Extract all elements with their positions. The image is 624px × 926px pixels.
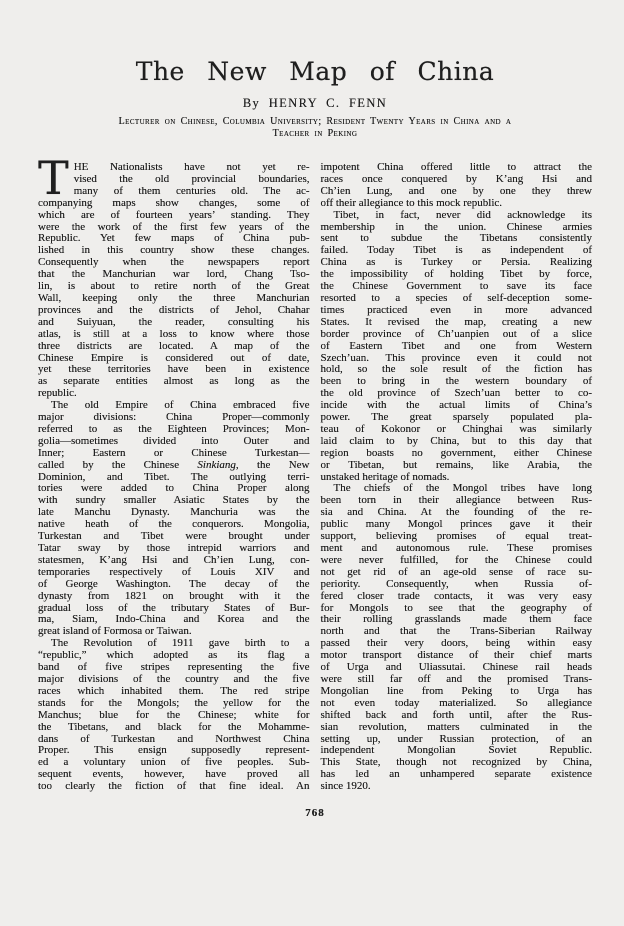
credit-line-1: Lecturer on Chinese, Columbia University; Resident Twenty Years in China and a <box>118 116 512 127</box>
text-line: laid claim to by China, but to this day that <box>320 434 592 447</box>
text-line: has led an unhampered separate existence <box>320 768 592 781</box>
text-line: Chinese Empire is considered out of date, <box>38 351 310 364</box>
paragraph <box>38 151 310 400</box>
text-line: races which inhabited them. The red stripe <box>38 684 310 697</box>
author-credit <box>38 116 592 140</box>
text-line: ma, Siam, Indo-China and Korea and the <box>38 613 310 626</box>
paragraph <box>38 638 310 793</box>
text-line: of Urga and Uliassutai. Chinese rail heads <box>320 661 592 674</box>
text-line: great island of Formosa or Taiwan. <box>38 625 192 638</box>
text-line: temporaries respectively of Louis XIV and <box>38 565 310 578</box>
text-line: ed a voluntary union of five peoples. Sub- <box>38 756 310 769</box>
text-line: shifted back and forth until, after the Rus- <box>320 708 592 721</box>
text-line: late Manchu Dynasty. Manchuria was the <box>38 506 310 519</box>
text-line: “republic,” which adopted as its flag a <box>38 649 310 662</box>
text-line: provinces and the districts of Jehol, Chahar <box>38 303 310 316</box>
text-line: Inner; Eastern or Chinese Turkestan— <box>38 446 310 459</box>
text-line: lished in this country show these changes. <box>38 244 310 257</box>
credit-line-2: Teacher in Peking <box>272 128 358 139</box>
text-line: setting up, under Russian protection, of an <box>320 732 592 745</box>
text-line: vised the old provincial boundaries, <box>73 172 310 185</box>
text-line: since 1920. <box>320 780 371 793</box>
italic-text: Sinkiang <box>197 458 236 471</box>
text-line: as separate entities almost as long as the <box>38 375 310 388</box>
text-line: unstaked heritage of nomads. <box>320 470 450 483</box>
text-line: passed their very doors, being within easy <box>320 637 592 650</box>
text-line: off their allegiance to this mock republic. <box>320 196 503 209</box>
paragraph <box>321 210 593 484</box>
text-line: Manchus; blue for the Chinese; white for <box>38 708 310 721</box>
text-line: region boasts no government, either Chinese <box>320 446 592 459</box>
text-line: were still far off and the promised Trans- <box>320 672 592 685</box>
text-line: China as is Turkey or Persia. Realizing <box>320 256 592 269</box>
paragraph <box>321 162 593 210</box>
text-line: north and that the Trans-Siberian Railway <box>320 625 592 638</box>
text-line: dans of Turkestan and Northwest China <box>38 732 310 745</box>
text-line: band of five stripes representing the five <box>38 661 310 674</box>
text-line: sent to subdue the Tibetans consistently <box>320 232 592 245</box>
text-line: which are of fourteen years’ standing. They <box>38 208 310 221</box>
text-line: resorted to a species of self-deception some- <box>320 291 592 304</box>
text-line: Turkestan and Tibet were brought under <box>38 530 310 543</box>
text-line: referred to as the Eighteen Provinces; Mon- <box>38 422 310 435</box>
text-line: companying maps show changes, some of <box>38 196 310 209</box>
column-left <box>38 151 310 793</box>
text-line: with sundry smaller Asiatic States by the <box>38 494 310 507</box>
article-body <box>38 151 592 793</box>
paragraph <box>321 483 593 793</box>
text-line: of Eastern Tibet and one from Western <box>320 339 592 352</box>
text-line: Mongolian line from Peking to Urga has <box>320 684 592 697</box>
byline: By HENRY C. FENN <box>242 96 388 110</box>
text-line: Ch’ien Lung, and one by one they threw <box>320 184 592 197</box>
text-line: gradual loss of the tributary States of Bur- <box>38 601 310 614</box>
text-line: power. The great sparsely populated pla- <box>320 411 592 424</box>
text-line: yet these territories have been in existence <box>38 363 310 376</box>
text-line: statesmen, K’ang Hsi and Ch’ien Lung, con- <box>38 553 310 566</box>
text-line: sequent events, however, have proved all <box>38 768 310 781</box>
text-line: not get rid of an age-old sense of race su- <box>320 565 592 578</box>
text-line: Szech’uan. This province even it could not <box>320 351 592 364</box>
text-line: sian revolution, matters culminated in the <box>320 720 592 733</box>
text-line: the impossibility of holding Tibet by force, <box>320 268 592 281</box>
text-line: races once conquered by K’ang Hsi and <box>320 172 592 185</box>
text-line: membership in the union. Chinese armies <box>320 220 592 233</box>
text-line: not even today materialized. So allegiance <box>320 696 592 709</box>
drop-cap: T <box>38 151 69 205</box>
text-line: and Suiyuan, the reader, consulting his <box>38 315 310 328</box>
text-line: States. It revised the map, creating a new <box>320 315 592 328</box>
text-line: native heath of the conquerors. Mongolia, <box>38 518 310 531</box>
text-line: lin, is about to retire north of the Great <box>38 280 310 293</box>
text-line: The old Empire of China embraced five <box>51 399 310 412</box>
text-line: border province of Ch’uanpien out of a slice <box>320 327 592 340</box>
text-line: fered closer trade contacts, it was very easy <box>320 589 592 602</box>
text-line: incide with the actual limits of China’s <box>320 399 592 412</box>
text-line: were never fulfilled, for the Chinese could <box>320 553 592 566</box>
text-line: that the Manchurian war lord, Chang Tso- <box>38 268 310 281</box>
text-line: independent Mongolian Soviet Republic. <box>320 744 592 757</box>
text-line: been to bring in the western boundary of <box>320 375 592 388</box>
text-line: times practiced even in more advanced <box>320 303 592 316</box>
text-line: major divisions of the country and the five <box>38 672 310 685</box>
text-line: for Mongols to see that the geography of <box>320 601 592 614</box>
text-line: Republic. Yet few maps of China pub- <box>38 232 310 245</box>
text-line: hold, so the sole result of the fiction has <box>320 363 592 376</box>
text-line: failed. Today Tibet is as independent of <box>320 244 592 257</box>
column-right <box>321 162 593 793</box>
text-line: called by the Chinese Sinkiang, the New <box>38 458 310 471</box>
text-line: were the work of the first few years of the <box>38 220 310 233</box>
text-line: three districts are located. A map of the <box>38 339 310 352</box>
text-line: Tibet, in fact, never did acknowledge its <box>333 208 592 221</box>
text-line: been torn in their allegiance between Rus- <box>320 494 592 507</box>
article-title: The New Map of China <box>135 57 495 86</box>
text-line: dynasty from 1821 on brought with it the <box>38 589 310 602</box>
page-number: 768 <box>305 807 325 820</box>
text-line: many of them centuries old. The ac- <box>73 184 310 197</box>
text-line: too clearly the fiction of that fine ideal. An <box>38 780 310 793</box>
text-line: stands for the Mongols; the yellow for the <box>38 696 310 709</box>
text-line: atlas, is still at a loss to know where those <box>38 327 310 340</box>
text-line: The Revolution of 1911 gave birth to a <box>51 637 310 650</box>
text-line: public many Mongol princes gave it their <box>320 518 592 531</box>
text-line: or Tibetan, but remains, like Arabia, the <box>320 458 592 471</box>
text-line: the Tibetans, and black for the Mohamme- <box>38 720 310 733</box>
text-line: of George Washington. The decay of the <box>38 577 310 590</box>
text-line: tories were added to China Proper along <box>38 482 310 495</box>
text-line: support, believing promises of equal treat- <box>320 530 592 543</box>
text-line: This State, though not recognized by China, <box>320 756 592 769</box>
text-line: teau of Kokonor or Chinghai was similarly <box>320 422 592 435</box>
text-line: republic. <box>38 387 77 400</box>
text-line: Dominion, and Tibet. The outlying terri- <box>38 470 310 483</box>
text-line: golia—sometimes divided into Outer and <box>38 434 310 447</box>
text-line: The chiefs of the Mongol tribes have long <box>333 482 592 495</box>
text-line: motor transport distance of their chief marts <box>320 649 592 662</box>
text-line: the old province of Szech’uan better to co- <box>320 387 592 400</box>
text-line: major divisions: China Proper—commonly <box>38 411 310 424</box>
text-line: Proper. This ensign supposedly represent- <box>38 744 310 757</box>
text-line: HE Nationalists have not yet re- <box>73 161 310 173</box>
text-line: periority. Consequently, when Russia of- <box>320 577 592 590</box>
text-line: Tatar sway by those intrepid warriors and <box>38 542 310 554</box>
text-line: ment and autonomous rule. These promises <box>320 542 592 554</box>
text-line: sia and China. At the founding of the re- <box>320 506 592 519</box>
text-line: impotent China offered little to attract the <box>320 161 592 173</box>
text-line: their rolling grasslands made them face <box>320 613 592 626</box>
text-line: the Chinese Government to save its face <box>320 280 592 293</box>
text-line: Consequently when the newspapers report <box>38 256 310 269</box>
paragraph <box>38 400 310 638</box>
text-line: Wall, keeping only the three Manchurian <box>38 291 310 304</box>
